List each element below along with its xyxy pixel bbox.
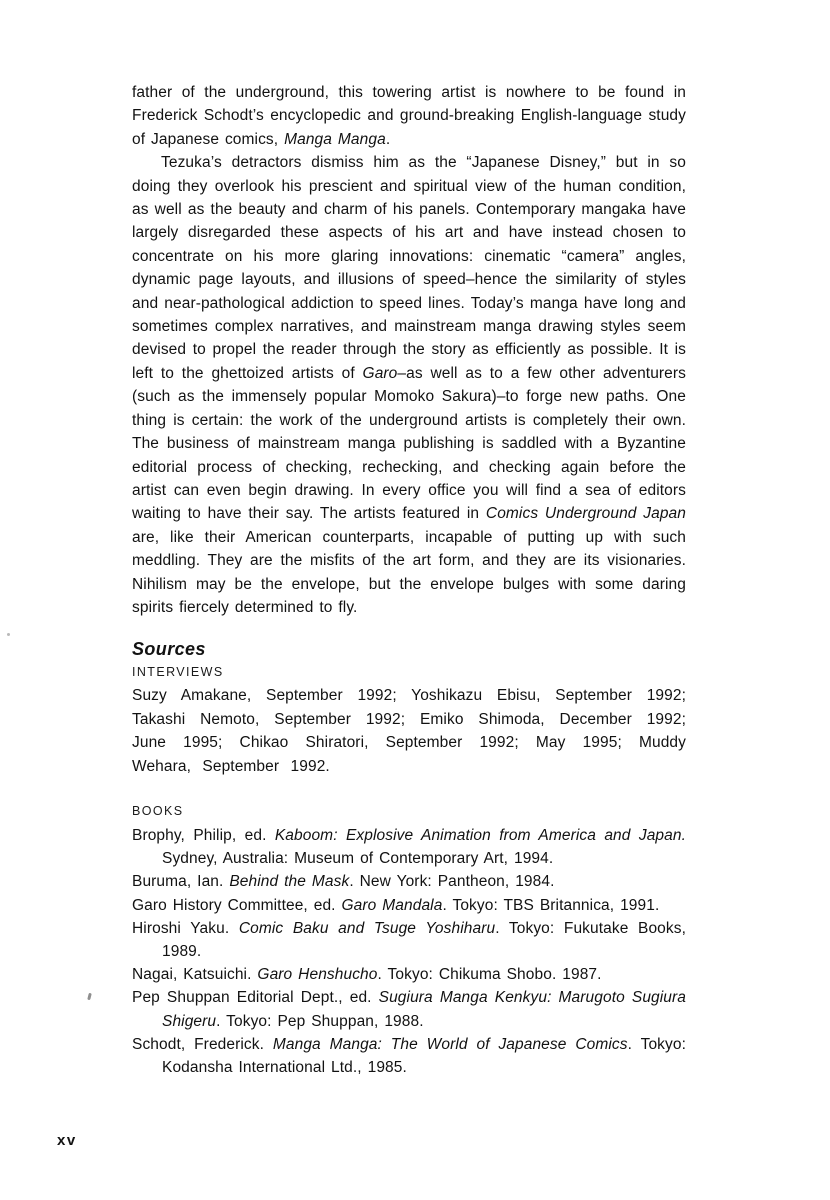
book-reference: Nagai, Katsuichi. Garo Henshucho. Tokyo: Chikuma Shobo. 1987.: [132, 966, 602, 984]
scan-speck: [87, 993, 92, 1001]
interviews-label: INTERVIEWS: [132, 665, 224, 680]
book-reference: Pep Shuppan Editorial Dept., ed. Sugiura Manga Kenkyu: Marugoto Sugiura Shigeru. Tokyo: Pep Shuppan, 1988.: [132, 989, 687, 1030]
page-number: xv: [57, 1132, 77, 1149]
paragraph-tezuka: Tezuka’s detractors dismiss him as the “Japanese Disney,” but in so doing they overlook his prescient and spiritual view of the human condition, as well as the beauty and charm of his panels. Contemporary mangaka have largely disregarded these aspects of his art and have instead chosen to concentrate on his more glaring innovations: cinematic “camera” angles, dynamic page layouts, and illusions of speed–hence the similarity of styles and near-pathological addiction to speed lines. Today’s manga have long and sometimes complex narratives, and mainstream manga drawing styles seem devised to propel the reader through the story as efficiently as possible. It is left to the ghettoized artists of Garo–as well as to a few other adventurers (such as the immensely popular Momoko Sakura)–to forge new paths. One thing is certain: the work of the underground artists is completely their own. The business of mainstream manga publishing is saddled with a Byzantine editorial process of checking, rechecking, and checking again before the artist can even begin drawing. In every office you will find a sea of editors waiting to have their say. The artists featured in Comics Underground Japan are, like their American counterparts, incapable of putting up with such meddling. They are the misfits of the art form, and they are its visionaries. Nihilism may be the envelope, but the envelope bulges with some daring spirits fiercely determined to fly.: [132, 154, 687, 616]
book-reference: Garo History Committee, ed. Garo Mandala. Tokyo: TBS Britannica, 1991.: [132, 896, 660, 914]
book-reference: Buruma, Ian. Behind the Mask. New York: Pantheon, 1984.: [132, 873, 555, 891]
book-reference: Hiroshi Yaku. Comic Baku and Tsuge Yoshiharu. Tokyo: Fukutake Books, 1989.: [132, 919, 687, 960]
sources-section: [132, 638, 686, 1079]
book-reference: Brophy, Philip, ed. Kaboom: Explosive Animation from America and Japan. Sydney, Australia: Museum of Contemporary Art, 1994.: [132, 826, 686, 868]
book-reference: Schodt, Frederick. Manga Manga: The World of Japanese Comics. Tokyo: Kodansha International Ltd., 1985.: [132, 1035, 686, 1076]
page-content: [132, 81, 686, 1079]
interviews-paragraph: Suzy Amakane, September 1992; Yoshikazu Ebisu, September 1992; Takashi Nemoto, September 1992; Emiko Shimoda, December 1992; June 1995; Chikao Shiratori, September 1992; May 1995; Muddy Wehara, September 1992.: [132, 687, 686, 775]
books-list: [132, 824, 686, 1079]
books-label: BOOKS: [132, 803, 184, 818]
sources-heading: Sources: [132, 639, 206, 660]
paragraph-continuation: father of the underground, this towering artist is nowhere to be found in Frederick Schodt’s encyclopedic and ground-breaking English-language study of Japanese comics, Manga Manga.: [132, 84, 686, 148]
body-text-section: [132, 81, 686, 619]
scan-speck: [7, 633, 10, 636]
